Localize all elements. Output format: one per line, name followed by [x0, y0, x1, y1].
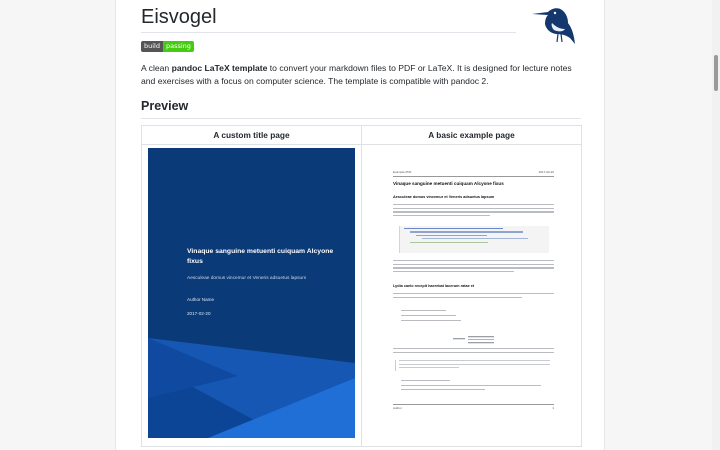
badge-label: build — [141, 41, 163, 52]
example-page-image[interactable] — [368, 148, 575, 438]
preview-heading: Preview — [141, 99, 189, 113]
scrollbar-thumb[interactable] — [714, 55, 718, 91]
cover-subtitle: Aesculeae domus vincemur et Veneris adsuetus lapsum — [187, 276, 307, 281]
intro-paragraph: A clean pandoc LaTeX template to convert your markdown files to PDF or LaTeX. It is designed for lecture notes and exercises with a focus on computer science. The template is compatible with pandoc 2. — [141, 63, 572, 86]
example-blockquote — [395, 360, 550, 371]
example-ordered-list — [401, 310, 501, 324]
preview-header-example-page: A basic example page — [362, 126, 582, 145]
build-status-badge[interactable] — [141, 41, 194, 52]
example-body-text-2 — [393, 260, 554, 275]
page-scrollbar[interactable] — [712, 0, 720, 450]
example-section-heading: Aesculeae domus vincemur et Veneris adsuetus lapsum — [393, 195, 495, 199]
example-formula — [453, 335, 498, 345]
badge-status: passing — [163, 41, 194, 52]
page-title: Eisvogel — [141, 6, 217, 28]
example-section-heading-2: Lydia caelo recepit haerebat lacerum ratae et — [393, 284, 475, 288]
example-page-footer: Author 1 — [393, 406, 554, 410]
example-page-header: Example PDF 2017-02-20 — [393, 170, 554, 177]
example-code-block — [399, 226, 549, 253]
cover-title: Vinaque sanguine metuenti cuiquam Alcyone fixus — [187, 248, 334, 265]
title-page-cell — [142, 145, 362, 447]
template-link-text: pandoc LaTeX template — [171, 63, 268, 73]
example-page-title: Vinaque sanguine metuenti cuiquam Alcyone fixus — [393, 181, 504, 186]
preview-table — [141, 125, 582, 447]
kingfisher-bird-icon — [528, 2, 578, 48]
example-body-text-4 — [393, 348, 554, 355]
preview-divider — [141, 118, 581, 119]
example-body-text — [393, 204, 554, 219]
cover-date: 2017-02-20 — [187, 311, 211, 316]
title-divider — [141, 32, 516, 33]
cover-author: Author Name — [187, 297, 215, 302]
preview-header-title-page: A custom title page — [142, 126, 362, 145]
example-page-cell — [362, 145, 582, 447]
example-body-text-3 — [393, 293, 554, 300]
readme-page — [115, 0, 605, 450]
cover-background — [148, 148, 355, 438]
example-bullet-list — [401, 380, 541, 394]
title-page-image[interactable] — [148, 148, 355, 438]
